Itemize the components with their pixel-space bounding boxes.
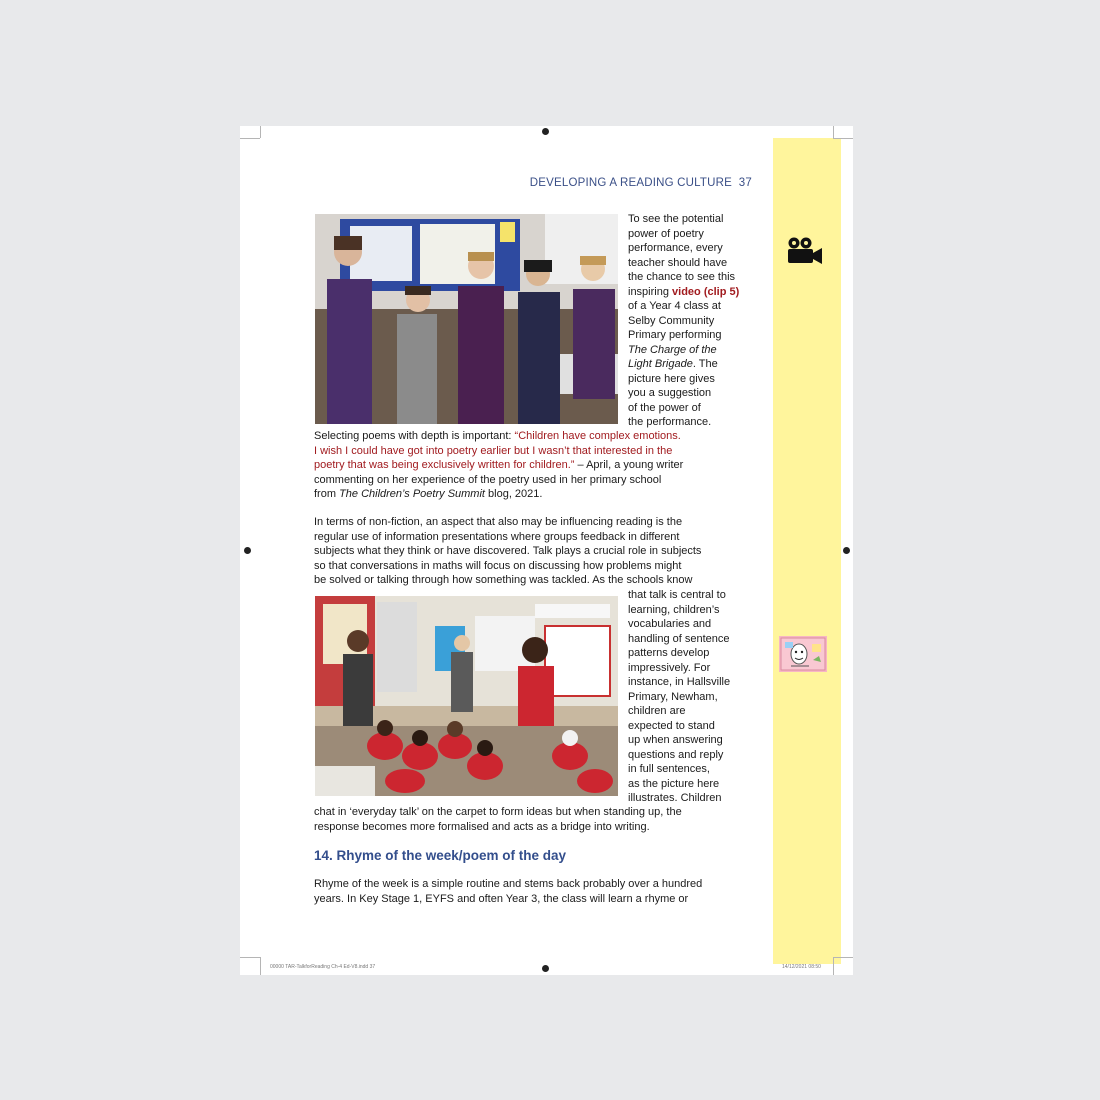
running-head-title: DEVELOPING A READING CULTURE [529,177,732,189]
text-line: In terms of non-fiction, an aspect that also may be influencing reading is the [314,516,683,528]
crop-mark [833,138,853,139]
text-line: illustrates. Children [628,792,722,804]
registration-mark-top [542,128,549,135]
text-line [314,458,754,473]
text-line: Selby Community [628,314,715,327]
text-line: of the power of [628,401,701,414]
page-number: 37 [738,177,752,189]
crop-mark [833,126,834,138]
text-line: the performance. [628,416,712,428]
text-line: performance, every [628,242,723,254]
quote-text: poetry that was being exclusively written for children.” [314,459,575,471]
text-line: in full sentences, [628,763,710,775]
text-line: expected to stand [628,719,715,732]
registration-mark-left [244,547,251,554]
crop-mark [833,957,853,958]
text-line: of a Year 4 class at [628,300,721,312]
text-fragment: inspiring [628,285,673,298]
text-line: the chance to see this [628,271,736,283]
text-fragment: . The [692,358,718,370]
crop-mark [240,957,260,958]
attribution: – April, a young writer [574,459,684,471]
poetry-performance-paragraph [628,212,752,430]
text-line: commenting on her experience of the poetry used in her primary school [314,473,662,486]
text-line: so that conversations in maths will focus on discussing how problems might [314,559,682,572]
selecting-poems-paragraph [314,429,754,502]
section-heading: 14. Rhyme of the week/poem of the day [314,848,567,863]
registration-mark-right [843,547,850,554]
text-line: you a suggestion [628,387,712,399]
source-title: The Children’s Poetry Summit [339,488,485,500]
non-fiction-paragraph-end [314,805,754,834]
text-line: subjects what they think or have discovered. Talk plays a crucial role in subjects [314,545,702,557]
text-line: that talk is central to [628,589,726,601]
registration-mark-bottom [542,965,549,972]
print-slug-left: 00000 TAR-TalkforReading Ch-4 Ed-V8.indd 37 [270,964,376,970]
children-performing-poem-photo [315,214,618,424]
text-line: years. In Key Stage 1, EYFS and often Year 3, the class will learn a rhyme or [314,892,689,905]
text-line [314,429,754,444]
text-line [314,487,754,502]
text-fragment: blog, 2021. [484,488,543,500]
text-line: children are [628,705,686,717]
text-line: Primary, Newham, [628,690,718,703]
text-line: up when answering [628,734,723,746]
non-fiction-paragraph-wrap [628,588,752,806]
text-line: Rhyme of the week is a simple routine and stems back probably over a hundred [314,878,703,890]
text-line: regular use of information presentations where groups feedback in different [314,530,680,543]
print-slug-right: 14/12/2021 08:50 [782,964,821,970]
crop-mark [260,957,261,975]
classroom-carpet-talk-photo [315,596,618,796]
text-line: learning, children’s [628,603,720,616]
text-line: Primary performing [628,329,722,341]
crop-mark [260,126,261,138]
text-line: questions and reply [628,748,724,761]
text-line: power of poetry [628,227,704,240]
text-fragment: Selecting poems with depth is important: [314,430,515,442]
text-line: picture here gives [628,372,715,385]
text-line: handling of sentence [628,632,730,645]
text-fragment: from [314,488,340,500]
text-line [628,285,752,300]
poem-title: Light Brigade [628,358,693,370]
quote-text: I wish I could have got into poetry earlier but I wasn’t that interested in the [314,444,673,457]
text-line: instance, in Hallsville [628,676,731,688]
non-fiction-paragraph [314,515,754,588]
running-head [470,177,752,189]
text-line [628,343,752,358]
text-line: impressively. For [628,661,711,674]
video-clip-link[interactable]: video (clip 5) [672,285,740,298]
crop-mark [833,957,834,975]
text-line: patterns develop [628,647,710,659]
text-line: To see the potential [628,213,724,225]
rhyme-of-the-week-paragraph [314,877,754,906]
poem-title: The Charge of the [628,343,717,356]
text-line: be solved or talking through how something was tackled. As the schools know [314,574,693,586]
crop-mark [240,138,260,139]
text-line [628,357,752,372]
text-line: as the picture here [628,777,720,790]
text-line: response becomes more formalised and acts as a bridge into writing. [314,820,650,833]
video-camera-icon[interactable] [786,236,824,266]
cartoon-thumbnail-icon[interactable] [779,636,827,672]
text-line: chat in ‘everyday talk’ on the carpet to form ideas but when standing up, the [314,806,682,818]
text-line: teacher should have [628,256,728,269]
quote-text: “Children have complex emotions. [514,430,681,442]
text-line: vocabularies and [628,618,712,630]
